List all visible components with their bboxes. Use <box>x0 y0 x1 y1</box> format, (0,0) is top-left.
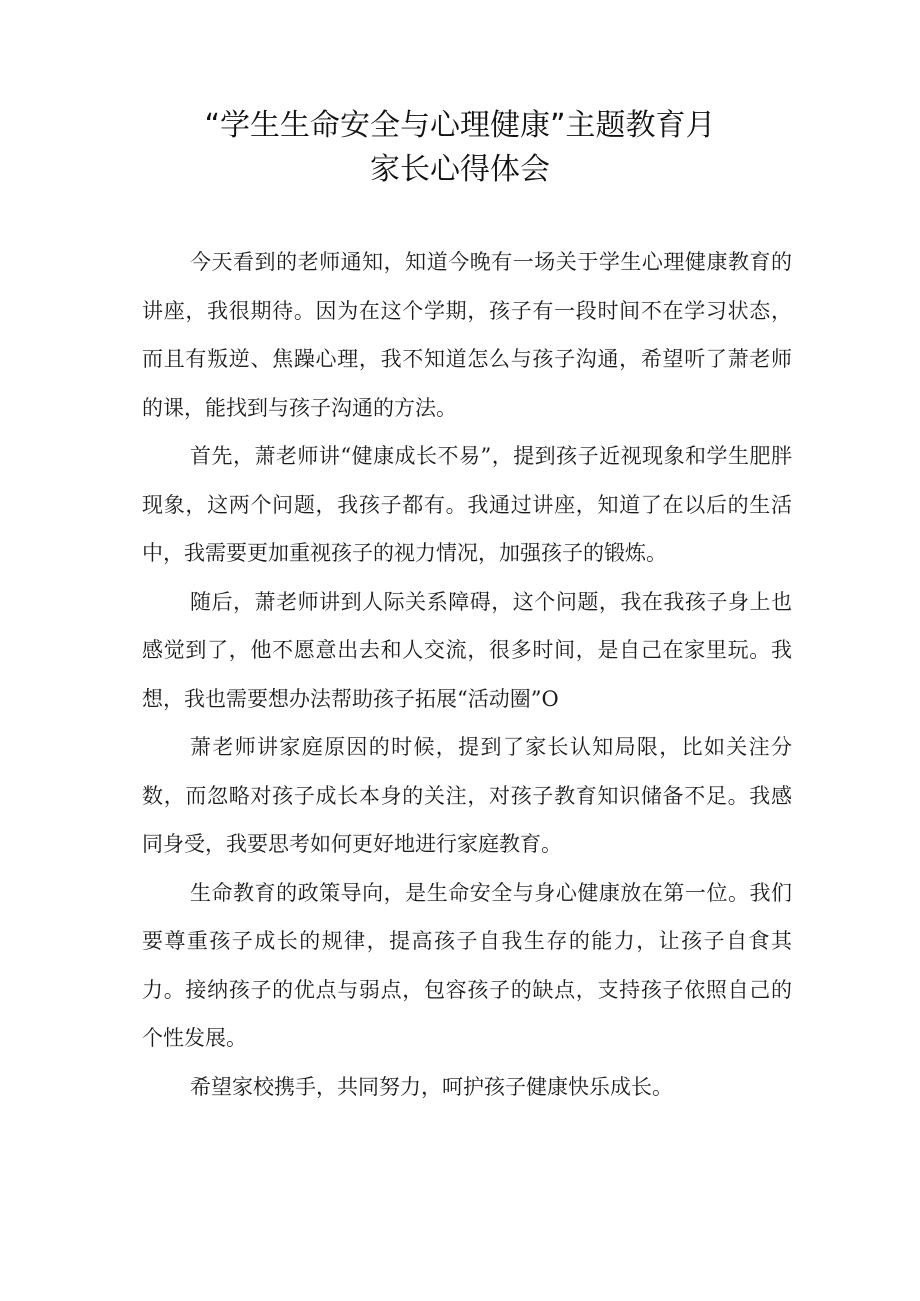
paragraph-6: 希望家校携手，共同努力，呵护孩子健康快乐成长。 <box>190 1074 673 1099</box>
document-title <box>0 104 920 192</box>
paragraph-1: 今天看到的老师通知，知道今晚有一场关于学生心理健康教育的讲座，我很期待。因为在这个学期，孩子有一段时间不在学习状态，而且有叛逆、焦躁心理，我不知道怎么与孩子沟通，希望听了萧老师的课，能找到与孩子沟通的方法。 <box>142 250 792 420</box>
paragraph-4: 萧老师讲家庭原因的时候，提到了家长认知局限，比如关注分数，而忽略对孩子成长本身的关注，对孩子教育知识储备不足。我感同身受，我要思考如何更好地进行家庭教育。 <box>142 735 792 856</box>
title-line-1: “学生生命安全与心理健康”主题教育月 <box>204 108 716 143</box>
paragraph-5: 生命教育的政策导向，是生命安全与身心健康放在第一位。我们要尊重孩子成长的规律，提高孩子自我生存的能力，让孩子自食其力。接纳孩子的优点与弱点，包容孩子的缺点，支持孩子依照自己的个性发展。 <box>142 880 792 1050</box>
document-body <box>142 238 792 1111</box>
paragraph-3: 随后，萧老师讲到人际关系障碍，这个问题，我在我孩子身上也感觉到了，他不愿意出去和人交流，很多时间，是自己在家里玩。我想，我也需要想办法帮助孩子拓展“活动圈”O <box>142 589 792 711</box>
title-line-2: 家长心得体会 <box>370 152 550 187</box>
paragraph-2: 首先，萧老师讲“健康成长不易”，提到孩子近视现象和学生肥胖现象，这两个问题，我孩子都有。我通过讲座，知道了在以后的生活中，我需要更加重视孩子的视力情况，加强孩子的锻炼。 <box>142 444 792 565</box>
